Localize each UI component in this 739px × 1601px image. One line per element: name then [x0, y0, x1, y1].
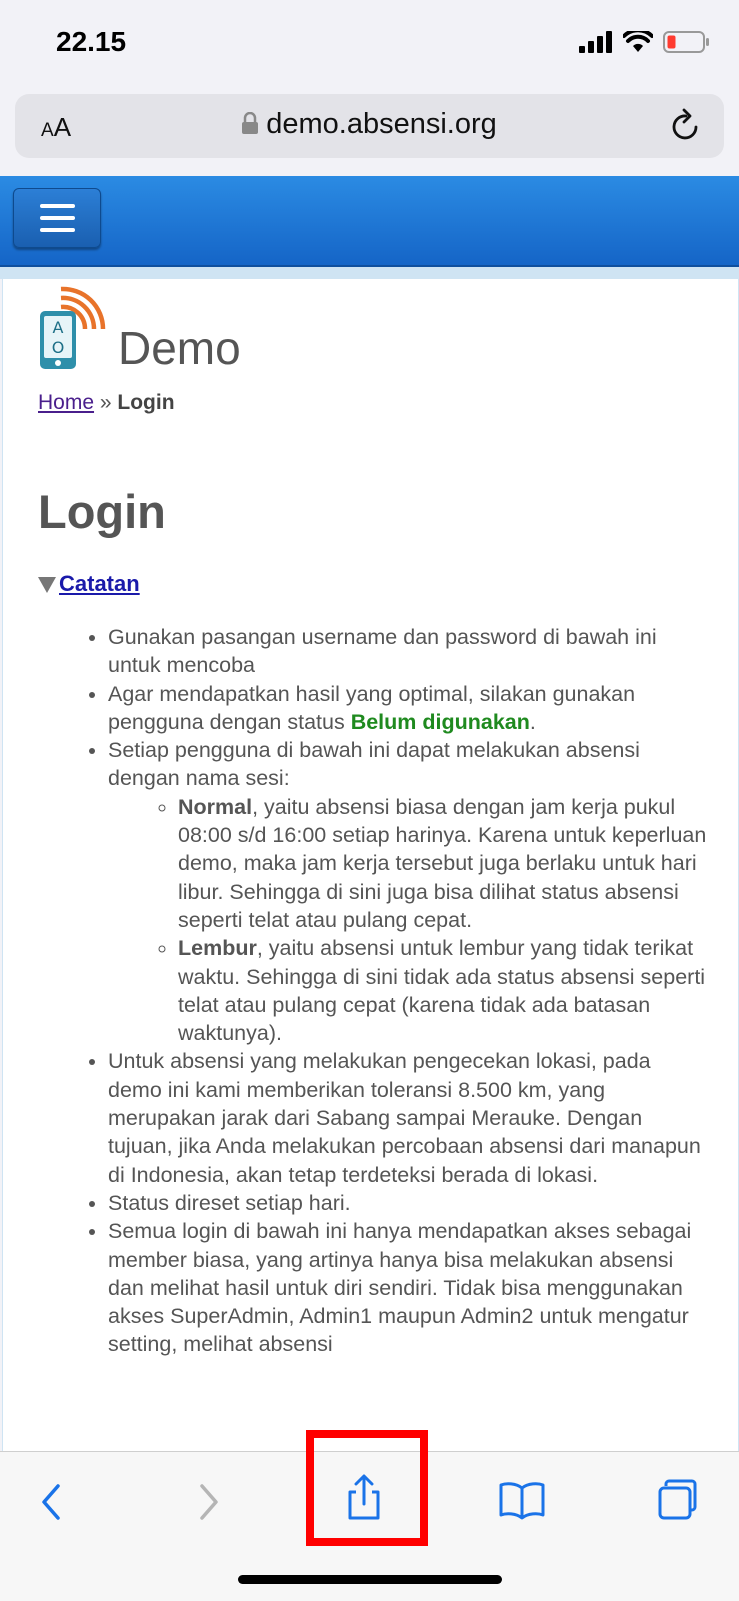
list-item: • Agar mendapatkan hasil yang optimal, silakan gunakan pengguna dengan status Belum digunakan. [108, 680, 710, 737]
page-title: Login [38, 485, 166, 538]
triangle-down-icon [38, 577, 56, 593]
site-title[interactable]: Demo [118, 322, 241, 374]
list-item: • Untuk absensi yang melakukan pengecekan lokasi, pada demo ini kami memberikan toleransi 8.500 km, yang merupakan jarak dari Sabang sampai Merauke. Dengan tujuan, jika Anda melakukan percobaan absensi dari manapun di Indonesia, akan tetap terdeteksi berada di lokasi. [108, 1047, 710, 1188]
hamburger-icon-line [40, 216, 75, 220]
tabs-icon[interactable] [656, 1478, 700, 1527]
signal-icon [579, 31, 613, 58]
session-item: ◦ Lembur, yaitu absensi untuk lembur yang tidak terikat waktu. Sehingga di sini tidak ada status absensi seperti telat atau pulang cepat (karena tidak ada batasan waktunya). [178, 934, 710, 1047]
breadcrumb-current: Login [117, 391, 175, 414]
breadcrumb-separator: » [99, 391, 112, 414]
hamburger-icon-line [40, 228, 75, 232]
catatan-link[interactable]: Catatan [59, 571, 140, 596]
svg-text:A: A [52, 318, 64, 337]
url-text[interactable]: demo.absensi.org [15, 108, 724, 142]
sessions-list [108, 793, 710, 1048]
list-item: • Setiap pengguna di bawah ini dapat melakukan absensi dengan nama sesi: ◦ Normal, yaitu absensi biasa dengan jam kerja pukul 08:00 s/d 16:00 setiap harinya. Karena untuk keperluan demo, maka jam kerja tersebut juga berlaku untuk hari libur. Sehingga di sini juga bisa dilihat status absensi seperti telat atau pulang cepat. ◦ Lembur, yaitu absensi untuk lembur yang tidak terikat waktu. Sehingga di sini tidak ada status absensi seperti telat atau pulang cepat (karena tidak ada batasan waktunya). [108, 736, 710, 1047]
book-icon[interactable] [498, 1480, 546, 1525]
status-time: 22.15 [56, 26, 127, 57]
text-size-button[interactable]: AA [41, 112, 72, 142]
battery-low-icon [663, 30, 711, 59]
home-indicator[interactable] [238, 1575, 502, 1584]
wifi-icon [623, 31, 653, 58]
address-bar[interactable] [15, 94, 724, 158]
list-item: • Gunakan pasangan username dan password di bawah ini untuk mencoba [108, 623, 710, 680]
catatan-toggle[interactable] [38, 571, 140, 597]
hamburger-icon [40, 204, 75, 208]
status-bar [0, 0, 739, 88]
chevron-left-icon[interactable] [36, 1482, 66, 1527]
list-item: • Semua login di bawah ini hanya mendapatkan akses sebagai member biasa, yang artinya hanya bisa melakukan absensi dan melihat hasil untuk diri sendiri. Tidak bisa menggunakan akses SuperAdmin, Admin1 maupun Admin2 untuk mengatur setting, melihat absensi [108, 1217, 710, 1358]
header-strip [0, 267, 739, 279]
svg-text:O: O [51, 338, 65, 357]
breadcrumb-home-link[interactable]: Home [38, 391, 95, 414]
lock-icon [242, 109, 258, 142]
breadcrumb [38, 391, 175, 415]
site-logo-icon[interactable] [37, 281, 109, 378]
chevron-right-icon[interactable] [194, 1482, 224, 1527]
share-highlight-box [306, 1430, 428, 1546]
list-item: • Status direset setiap hari. [108, 1189, 710, 1217]
site-header [0, 176, 739, 268]
session-item: ◦ Normal, yaitu absensi biasa dengan jam kerja pukul 08:00 s/d 16:00 setiap harinya. Karena untuk keperluan demo, maka jam kerja tersebut juga berlaku untuk hari libur. Sehingga di sini juga bisa dilihat status absensi seperti telat atau pulang cepat. [178, 793, 710, 934]
menu-toggle-button[interactable] [13, 188, 101, 248]
status-icons [579, 30, 711, 59]
reload-icon[interactable] [670, 108, 702, 147]
notes-list [38, 623, 710, 1359]
status-highlight: Belum digunakan [350, 709, 530, 734]
page-content[interactable] [2, 279, 739, 1451]
